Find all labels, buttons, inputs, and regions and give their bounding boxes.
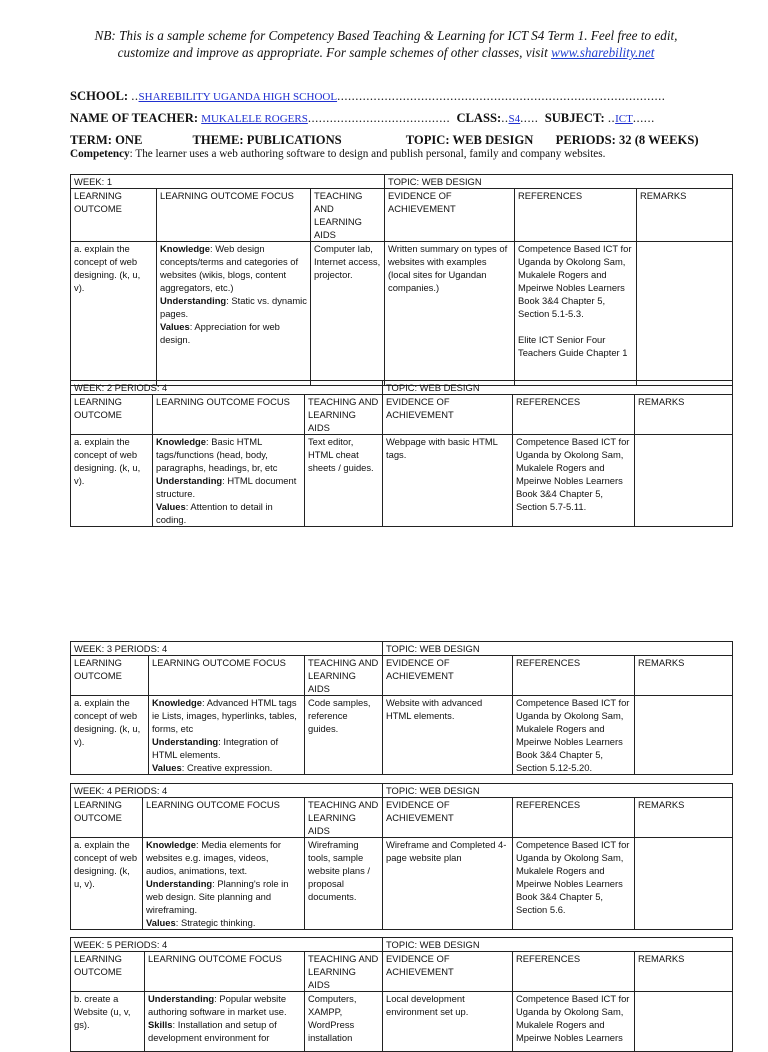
column-header-outcome: LEARNING OUTCOME	[71, 798, 143, 838]
term-line	[70, 133, 699, 148]
column-header-references: REFERENCES	[513, 952, 635, 992]
theme-label: THEME: PUBLICATIONS	[192, 133, 342, 147]
column-header-focus: LEARNING OUTCOME FOCUS	[157, 189, 311, 242]
column-header-remarks: REMARKS	[635, 952, 733, 992]
class-label: CLASS:	[456, 111, 502, 125]
focus-knowledge-label: Knowledge	[152, 697, 203, 708]
evidence-cell: Local development environment set up.	[383, 992, 513, 1052]
column-header-references: REFERENCES	[515, 189, 637, 242]
column-header-focus: LEARNING OUTCOME FOCUS	[143, 798, 305, 838]
focus-values-label: Values	[146, 917, 176, 928]
focus-skills	[148, 1018, 301, 1044]
week-title: WEEK: 3 PERIODS: 4	[71, 642, 383, 656]
column-header-outcome: LEARNING OUTCOME	[71, 952, 145, 992]
remarks-cell	[637, 242, 733, 386]
references-cell: Competence Based ICT for Uganda by Okolong Sam, Mukalele Rogers and Mpeirwe Nobles Learners Book 3&4 Chapter 5, Section 5.12-5.20.	[513, 696, 635, 775]
outcome-focus-cell	[153, 435, 305, 527]
outcome-focus-cell	[145, 992, 305, 1052]
focus-knowledge	[160, 242, 307, 294]
learning-outcome-cell: a. explain the concept of web designing. (k, u, v).	[71, 838, 143, 930]
teaching-aids-cell: Text editor, HTML cheat sheets / guides.	[305, 435, 383, 527]
focus-understanding	[146, 877, 301, 916]
focus-separator: :	[196, 839, 202, 850]
outcome-focus-cell	[149, 696, 305, 775]
focus-understanding-text: Integration of HTML elements.	[152, 736, 279, 760]
week-title: WEEK: 4 PERIODS: 4	[71, 784, 383, 798]
focus-values-text: Strategic thinking.	[180, 917, 256, 928]
focus-values-label: Values	[152, 762, 182, 773]
focus-separator: :	[181, 762, 187, 773]
table-row	[71, 435, 733, 527]
week-title-row	[71, 381, 733, 395]
week-title-row	[71, 175, 733, 189]
focus-values-text: Appreciation for web design.	[160, 321, 280, 345]
column-header-outcome: LEARNING OUTCOME	[71, 656, 149, 696]
focus-knowledge-text: Basic HTML tags/functions (head, body, paragraphs, headings, br, etc	[156, 436, 278, 473]
references-cell: Competence Based ICT for Uganda by Okolong Sam, Mukalele Rogers and Mpeirwe Nobles Learners Book 3&4 Chapter 5, Section 5.6.	[513, 838, 635, 930]
focus-separator: :	[218, 736, 224, 747]
focus-understanding	[148, 992, 301, 1018]
focus-understanding-label: Understanding	[152, 736, 219, 747]
evidence-cell: Website with advanced HTML elements.	[383, 696, 513, 775]
evidence-cell: Written summary on types of websites with examples (local sites for Ugandan companies.)	[385, 242, 515, 386]
column-header-focus: LEARNING OUTCOME FOCUS	[153, 395, 305, 435]
learning-outcome-cell: a. explain the concept of web designing. (k, u, v).	[71, 435, 153, 527]
school-name: SHAREBILITY UGANDA HIGH SCHOOL	[138, 91, 338, 103]
column-header-row	[71, 656, 733, 696]
teaching-aids-cell: Computer lab, Internet access, projector.	[311, 242, 385, 386]
column-header-references: REFERENCES	[513, 395, 635, 435]
focus-knowledge-label: Knowledge	[146, 839, 197, 850]
remarks-cell	[635, 696, 733, 775]
focus-skills-text: Installation and setup of development environment for	[148, 1019, 277, 1043]
week-topic: TOPIC: WEB DESIGN	[383, 381, 733, 395]
week-table	[70, 174, 733, 386]
column-header-remarks: REMARKS	[635, 798, 733, 838]
focus-understanding	[160, 294, 307, 320]
teaching-aids-cell: Wireframing tools, sample website plans / proposal documents.	[305, 838, 383, 930]
focus-knowledge-text: Advanced HTML tags ie Lists, images, hyperlinks, tables, forms, etc	[152, 697, 297, 734]
week-title-row	[71, 784, 733, 798]
focus-values-text: Creative expression.	[186, 762, 273, 773]
week-title: WEEK: 5 PERIODS: 4	[71, 938, 383, 952]
school-line: SCHOOL: ..SHAREBILITY UGANDA HIGH SCHOOL..........................................................................................	[70, 89, 666, 103]
subject-value: ICT	[615, 113, 633, 125]
week-table	[70, 641, 733, 775]
focus-knowledge	[146, 838, 301, 877]
focus-separator: :	[210, 243, 216, 254]
column-header-aids: TEACHING AND LEARNING AIDS	[311, 189, 385, 242]
references-cell: Competence Based ICT for Uganda by Okolong Sam, Mukalele Rogers and Mpeirwe Nobles Learners Book 3&4 Chapter 5, Section 5.7-5.11.	[513, 435, 635, 527]
week-topic: TOPIC: WEB DESIGN	[383, 784, 733, 798]
focus-separator: :	[175, 917, 181, 928]
focus-understanding-text: Static vs. dynamic pages.	[160, 295, 307, 319]
focus-values	[152, 761, 301, 774]
column-header-focus: LEARNING OUTCOME FOCUS	[145, 952, 305, 992]
week-title: WEEK: 1	[71, 175, 385, 189]
column-header-aids: TEACHING AND LEARNING AIDS	[305, 656, 383, 696]
focus-knowledge-text: Web design concepts/terms and categories of websites (wikis, blogs, content aggregators, etc.)	[160, 243, 299, 293]
focus-knowledge	[156, 435, 301, 474]
focus-values	[146, 916, 301, 929]
column-header-row	[71, 395, 733, 435]
focus-separator: :	[222, 475, 228, 486]
focus-separator: :	[202, 697, 207, 708]
learning-outcome-cell: a. explain the concept of web designing. (k, u, v).	[71, 242, 157, 386]
teaching-aids-cell: Code samples, reference guides.	[305, 696, 383, 775]
focus-separator: :	[226, 295, 232, 306]
teacher-label: NAME OF TEACHER:	[70, 111, 199, 125]
focus-skills-label: Skills	[148, 1019, 173, 1030]
competency-text: : The learner uses a web authoring software to design and publish personal, family and company websites.	[129, 148, 606, 160]
week-title-row	[71, 938, 733, 952]
focus-separator: :	[172, 1019, 178, 1030]
column-header-outcome: LEARNING OUTCOME	[71, 395, 153, 435]
column-header-remarks: REMARKS	[635, 395, 733, 435]
references-cell: Competence Based ICT for Uganda by Okolong Sam, Mukalele Rogers and Mpeirwe Nobles Learners Book 3&4 Chapter 5, Section 5.1-5.3. Elite ICT Senior Four Teachers Guide Chapter 1	[515, 242, 637, 386]
term-label: TERM: ONE	[70, 133, 143, 147]
focus-separator: :	[206, 436, 212, 447]
week-table	[70, 380, 733, 527]
focus-understanding-text: Popular website authoring software in market use.	[148, 993, 287, 1017]
column-header-remarks: REMARKS	[637, 189, 733, 242]
focus-separator: :	[185, 501, 191, 512]
learning-outcome-cell: b. create a Website (u, v, gs).	[71, 992, 145, 1052]
focus-understanding	[152, 735, 301, 761]
evidence-cell: Webpage with basic HTML tags.	[383, 435, 513, 527]
teaching-aids-cell: Computers, XAMPP, WordPress installation	[305, 992, 383, 1052]
table-row	[71, 838, 733, 930]
remarks-cell	[635, 992, 733, 1052]
table-row	[71, 992, 733, 1052]
periods-label: PERIODS: 32 (8 WEEKS)	[555, 133, 699, 147]
column-header-aids: TEACHING AND LEARNING AIDS	[305, 952, 383, 992]
column-header-row	[71, 798, 733, 838]
week-topic: TOPIC: WEB DESIGN	[385, 175, 733, 189]
remarks-cell	[635, 435, 733, 527]
column-header-references: REFERENCES	[513, 798, 635, 838]
focus-separator: :	[189, 321, 195, 332]
focus-separator: :	[212, 878, 218, 889]
table-row	[71, 696, 733, 775]
references-cell: Competence Based ICT for Uganda by Okolong Sam, Mukalele Rogers and Mpeirwe Nobles Learners	[513, 992, 635, 1052]
teacher-line: NAME OF TEACHER: MUKALELE ROGERS....................................... CLASS:..S4..... SUBJECT: ..ICT......	[70, 111, 655, 125]
column-header-evidence: EVIDENCE OF ACHIEVEMENT	[383, 656, 513, 696]
class-value: S4	[508, 113, 521, 125]
topic-label: TOPIC: WEB DESIGN	[405, 133, 534, 147]
focus-values	[160, 320, 307, 346]
focus-values	[156, 500, 301, 526]
focus-values-label: Values	[156, 501, 186, 512]
week-topic: TOPIC: WEB DESIGN	[383, 938, 733, 952]
focus-values-label: Values	[160, 321, 190, 332]
focus-knowledge-text: Media elements for websites e.g. images, videos, audios, animations, text.	[146, 839, 281, 876]
focus-values-text: Attention to detail in coding.	[156, 501, 273, 525]
column-header-evidence: EVIDENCE OF ACHIEVEMENT	[385, 189, 515, 242]
column-header-remarks: REMARKS	[635, 656, 733, 696]
focus-understanding-text: Planning's role in web design. Site planning and wireframing.	[146, 878, 289, 915]
sharebility-link[interactable]: www.sharebility.net	[551, 45, 655, 60]
week-topic: TOPIC: WEB DESIGN	[383, 642, 733, 656]
week-title: WEEK: 2 PERIODS: 4	[71, 381, 383, 395]
notice-text: NB: This is a sample scheme for Competency Based Teaching & Learning for ICT S4 Term 1. Feel free to edit, customize and improve as appropriate. For sample schemes of other classes, visit	[94, 28, 678, 60]
focus-understanding-label: Understanding	[148, 993, 215, 1004]
focus-knowledge	[152, 696, 301, 735]
competency-label: Competency	[70, 148, 130, 160]
teacher-name: MUKALELE ROGERS	[201, 113, 308, 125]
focus-understanding-label: Understanding	[146, 878, 213, 889]
focus-understanding-label: Understanding	[160, 295, 227, 306]
focus-understanding-label: Understanding	[156, 475, 223, 486]
column-header-aids: TEACHING AND LEARNING AIDS	[305, 798, 383, 838]
column-header-aids: TEACHING AND LEARNING AIDS	[305, 395, 383, 435]
focus-knowledge-label: Knowledge	[156, 436, 207, 447]
table-row	[71, 242, 733, 386]
focus-understanding	[156, 474, 301, 500]
learning-outcome-cell: a. explain the concept of web designing. (k, u, v).	[71, 696, 149, 775]
column-header-focus: LEARNING OUTCOME FOCUS	[149, 656, 305, 696]
column-header-evidence: EVIDENCE OF ACHIEVEMENT	[383, 798, 513, 838]
column-header-outcome: LEARNING OUTCOME	[71, 189, 157, 242]
outcome-focus-cell	[143, 838, 305, 930]
column-header-evidence: EVIDENCE OF ACHIEVEMENT	[383, 952, 513, 992]
subject-label: SUBJECT:	[544, 111, 605, 125]
evidence-cell: Wireframe and Completed 4-page website plan	[383, 838, 513, 930]
column-header-evidence: EVIDENCE OF ACHIEVEMENT	[383, 395, 513, 435]
competency-statement	[70, 148, 730, 160]
sample-notice	[70, 27, 702, 61]
focus-separator: :	[214, 993, 220, 1004]
column-header-row	[71, 952, 733, 992]
column-header-row	[71, 189, 733, 242]
week-table	[70, 937, 733, 1052]
week-table	[70, 783, 733, 930]
focus-knowledge-label: Knowledge	[160, 243, 211, 254]
remarks-cell	[635, 838, 733, 930]
focus-understanding-text: HTML document structure.	[156, 475, 297, 499]
column-header-references: REFERENCES	[513, 656, 635, 696]
school-label: SCHOOL:	[70, 89, 129, 103]
outcome-focus-cell	[157, 242, 311, 386]
week-title-row	[71, 642, 733, 656]
